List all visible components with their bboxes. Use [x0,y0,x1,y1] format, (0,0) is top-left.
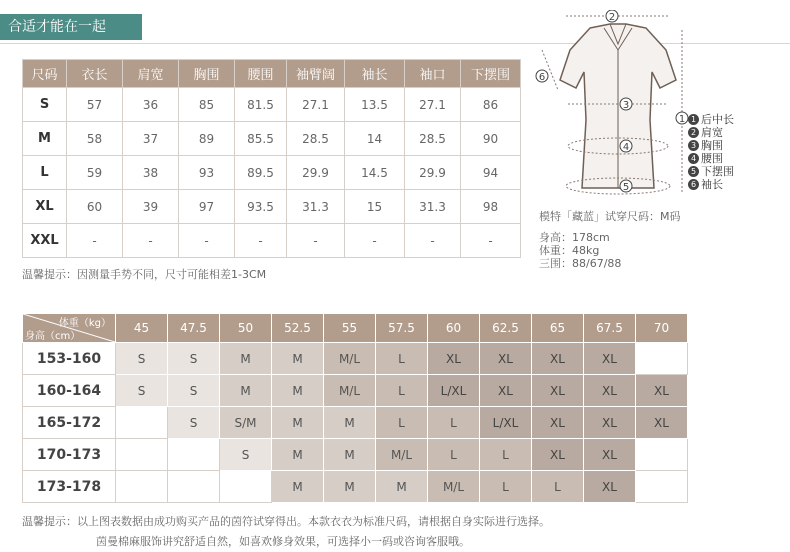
size-table-header-cell: 胸围 [179,60,235,88]
weight-header-cell: 52.5 [272,314,324,343]
size-value-cell: 13.5 [345,88,405,122]
size-value-cell: 36 [123,88,179,122]
marker-5: 5 [622,182,630,193]
legend-label: 肩宽 [701,126,723,139]
size-value-cell: 85.5 [235,122,287,156]
table-corner-cell [23,314,115,342]
model-measurements: 三围：88/67/88 [539,257,622,270]
recommended-size-cell [116,471,168,503]
size-table-header-cell: 袖臂阔 [287,60,345,88]
recommended-size-cell: S [168,375,220,407]
size-label: M [23,122,67,156]
size-value-cell: 31.3 [287,190,345,224]
recommended-size-cell: L [428,439,480,471]
legend-number: 2 [688,127,699,138]
weight-header-cell: 50 [220,314,272,343]
recommended-size-cell: M [324,407,376,439]
size-value-cell: 14 [345,122,405,156]
marker-1: 1 [678,114,686,125]
recommended-size-cell: XL [584,343,636,375]
size-value-cell: 28.5 [405,122,461,156]
legend-number: 3 [688,140,699,151]
model-title: 模特「藏蓝」试穿尺码：M码 [539,210,681,223]
recommendation-table-header [23,314,688,343]
recommended-size-cell: XL [636,407,688,439]
recommended-size-cell: XL [480,343,532,375]
size-value-cell: 28.5 [287,122,345,156]
recommended-size-cell: S/M [220,407,272,439]
recommended-size-cell: L [428,407,480,439]
recommended-size-cell [220,471,272,503]
recommended-size-cell [636,439,688,471]
recommended-size-cell: M/L [324,343,376,375]
recommended-size-cell: M [272,375,324,407]
size-value-cell: 58 [67,122,123,156]
weight-header-cell: 70 [636,314,688,343]
measurement-note: 温馨提示：因测量手势不同，尺寸可能相差1-3CM [22,268,267,281]
recommended-size-cell: S [116,375,168,407]
size-table [22,59,521,258]
recommended-size-cell [116,407,168,439]
recommendation-note: 温馨提示：以上图表数据由成功购买产品的茵符试穿得出。本款衣衣为标准尺码，请根据自身实际进行选择。 [22,515,550,528]
weight-header-cell: 55 [324,314,376,343]
size-table-header-cell: 袖口 [405,60,461,88]
recommended-size-cell [116,439,168,471]
size-value-cell: - [461,224,521,258]
legend-label: 胸围 [701,139,723,152]
recommended-size-cell: L [532,471,584,503]
size-value-cell: 27.1 [405,88,461,122]
recommended-size-cell: M/L [428,471,480,503]
legend-number: 1 [688,114,699,125]
recommended-size-cell: XL [480,375,532,407]
recommended-size-cell: L [376,375,428,407]
recommended-size-cell: XL [584,471,636,503]
recommended-size-cell [636,471,688,503]
size-value-cell: 94 [461,156,521,190]
recommended-size-cell: L [480,471,532,503]
legend-item [688,139,734,152]
fit-note: 茵曼棉麻服饰讲究舒适自然，如喜欢修身效果，可选择小一码或咨询客服哦。 [96,535,470,548]
recommended-size-cell: L [480,439,532,471]
size-value-cell: 81.5 [235,88,287,122]
legend-item [688,165,734,178]
size-value-cell: 86 [461,88,521,122]
recommended-size-cell: XL [584,375,636,407]
size-value-cell: - [67,224,123,258]
height-axis-label: 身高（cm） [25,331,81,342]
measurement-legend [688,113,734,191]
size-value-cell: - [235,224,287,258]
size-value-cell: - [287,224,345,258]
size-value-cell: - [345,224,405,258]
recommended-size-cell: XL [428,343,480,375]
size-label: XXL [23,224,67,258]
legend-label: 下摆围 [701,165,734,178]
height-range-cell: 160-164 [23,375,116,407]
legend-item [688,178,734,191]
recommended-size-cell: M [220,343,272,375]
recommendation-row [23,407,688,439]
size-value-cell: 27.1 [287,88,345,122]
size-value-cell: 93.5 [235,190,287,224]
recommended-size-cell: XL [532,343,584,375]
recommended-size-cell: S [168,343,220,375]
height-range-cell: 173-178 [23,471,116,503]
marker-6: 6 [538,72,546,83]
marker-2: 2 [608,12,616,23]
size-table-header-cell: 尺码 [23,60,67,88]
recommended-size-cell: M/L [324,375,376,407]
recommended-size-cell: XL [532,439,584,471]
recommended-size-cell: XL [532,407,584,439]
size-value-cell: - [123,224,179,258]
recommended-size-cell: M [324,471,376,503]
legend-number: 5 [688,166,699,177]
size-value-cell: 57 [67,88,123,122]
legend-label: 腰围 [701,152,723,165]
legend-number: 6 [688,179,699,190]
recommended-size-cell: M [272,343,324,375]
legend-label: 后中长 [701,113,734,126]
recommended-size-cell [168,439,220,471]
section-banner: 合适才能在一起 [0,14,142,40]
model-info [539,210,681,270]
recommendation-row [23,375,688,407]
size-table-header-cell: 衣长 [67,60,123,88]
size-table-row [23,190,521,224]
size-label: L [23,156,67,190]
size-value-cell: 14.5 [345,156,405,190]
size-value-cell: 85 [179,88,235,122]
height-range-cell: 153-160 [23,343,116,375]
size-table-row [23,224,521,258]
weight-header-cell: 62.5 [480,314,532,343]
recommended-size-cell: XL [532,375,584,407]
size-table-row [23,156,521,190]
size-value-cell: 93 [179,156,235,190]
size-value-cell: - [179,224,235,258]
legend-label: 袖长 [701,178,723,191]
model-height: 身高：178cm [539,231,610,244]
size-label: XL [23,190,67,224]
weight-header-cell: 65 [532,314,584,343]
recommendation-table [22,313,688,503]
size-value-cell: 37 [123,122,179,156]
recommended-size-cell: L [376,343,428,375]
recommended-size-cell: L/XL [428,375,480,407]
recommendation-row [23,343,688,375]
recommendation-row [23,439,688,471]
size-value-cell: 60 [67,190,123,224]
size-value-cell: 31.3 [405,190,461,224]
size-table-header-cell: 袖长 [345,60,405,88]
size-label: S [23,88,67,122]
size-value-cell: 15 [345,190,405,224]
weight-header-cell: 57.5 [376,314,428,343]
legend-item [688,126,734,139]
size-table-row [23,88,521,122]
recommended-size-cell: M [272,439,324,471]
recommended-size-cell [168,471,220,503]
legend-item [688,113,734,126]
size-value-cell: 90 [461,122,521,156]
model-weight: 体重：48kg [539,244,600,257]
size-value-cell: 59 [67,156,123,190]
recommended-size-cell: XL [636,375,688,407]
recommendation-row [23,471,688,503]
size-table-row [23,122,521,156]
size-value-cell: 38 [123,156,179,190]
size-value-cell: - [405,224,461,258]
recommended-size-cell: XL [584,407,636,439]
recommended-size-cell: S [116,343,168,375]
recommended-size-cell [636,343,688,375]
recommended-size-cell: L/XL [480,407,532,439]
size-table-header-cell: 腰围 [235,60,287,88]
recommended-size-cell: M [272,471,324,503]
recommended-size-cell: M [376,471,428,503]
marker-4: 4 [622,142,630,153]
weight-header-cell: 47.5 [168,314,220,343]
recommended-size-cell: S [220,439,272,471]
legend-number: 4 [688,153,699,164]
marker-3: 3 [622,100,630,111]
recommended-size-cell: M [220,375,272,407]
recommended-size-cell: L [376,407,428,439]
recommended-size-cell: XL [584,439,636,471]
recommended-size-cell: M [272,407,324,439]
size-table-header-cell: 下摆围 [461,60,521,88]
size-value-cell: 89 [179,122,235,156]
weight-header-cell: 45 [116,314,168,343]
size-table-header [23,60,521,88]
size-value-cell: 29.9 [287,156,345,190]
size-value-cell: 97 [179,190,235,224]
size-value-cell: 39 [123,190,179,224]
weight-header-cell: 67.5 [584,314,636,343]
size-value-cell: 89.5 [235,156,287,190]
legend-item [688,152,734,165]
recommended-size-cell: M [324,439,376,471]
height-range-cell: 170-173 [23,439,116,471]
size-value-cell: 29.9 [405,156,461,190]
recommended-size-cell: M/L [376,439,428,471]
size-table-header-cell: 肩宽 [123,60,179,88]
shirt-measurement-diagram [528,10,708,202]
height-range-cell: 165-172 [23,407,116,439]
weight-header-cell: 60 [428,314,480,343]
size-value-cell: 98 [461,190,521,224]
weight-axis-label: 体重（kg） [58,318,111,329]
recommended-size-cell: S [168,407,220,439]
